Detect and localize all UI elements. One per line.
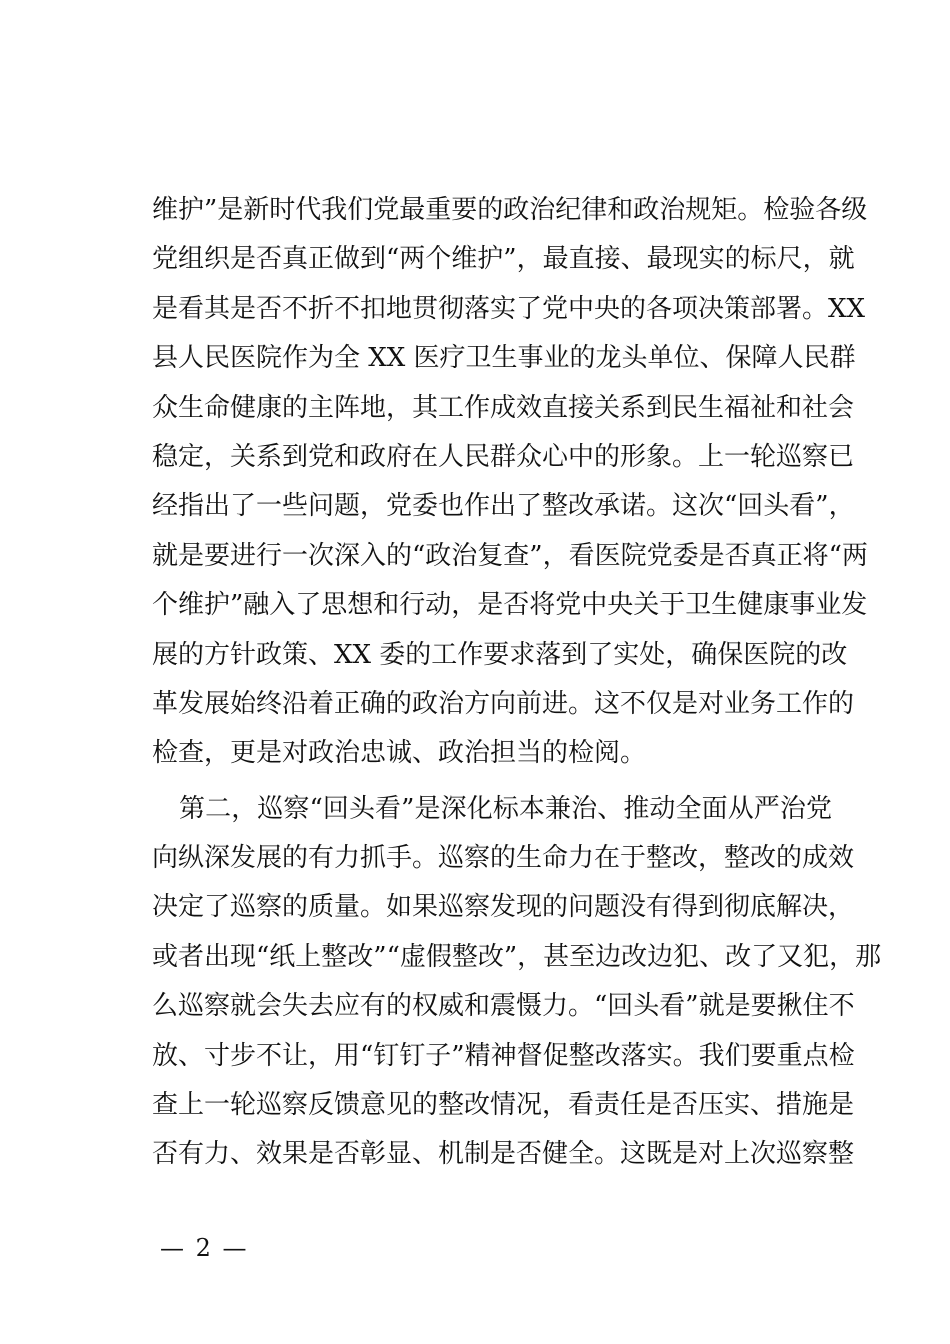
- paragraph-1: [152, 186, 868, 779]
- text-line: 检查，更是对政治忠诚、政治担当的检阅。: [152, 738, 647, 769]
- text-line: 就是要进行一次深入的“政治复查”，看医院党委是否真正将“两: [152, 540, 868, 571]
- text-line: 否有力、效果是否彰显、机制是否健全。这既是对上次巡察整: [152, 1139, 855, 1170]
- text-line: 经指出了一些问题，党委也作出了整改承诺。这次“回头看”，: [152, 491, 855, 522]
- text-line: 维护”是新时代我们党最重要的政治纪律和政治规矩。检验各级: [152, 195, 868, 225]
- text-line: 展的方针政策、XX 委的工作要求落到了实处，确保医院的改: [152, 639, 848, 670]
- text-line: 县人民医院作为全 XX 医疗卫生事业的龙头单位、保障人民群: [152, 343, 856, 374]
- text-line: 或者出现“纸上整改”“虚假整改”，甚至边改边犯、改了又犯，那: [152, 941, 882, 972]
- text-line: 第二，巡察“回头看”是深化标本兼治、推动全面从严治党: [179, 793, 832, 824]
- text-line: 查上一轮巡察反馈意见的整改情况，看责任是否压实、措施是: [152, 1090, 855, 1121]
- text-line: 稳定，关系到党和政府在人民群众心中的形象。上一轮巡察已: [152, 441, 855, 472]
- page-number: — 2 —: [160, 1234, 249, 1262]
- text-line: 众生命健康的主阵地，其工作成效直接关系到民生福祉和社会: [152, 392, 855, 423]
- text-line: 么巡察就会失去应有的权威和震慑力。“回头看”就是要揪住不: [152, 991, 855, 1022]
- paragraph-2: [152, 785, 882, 1180]
- text-line: 个维护”融入了思想和行动，是否将党中央关于卫生健康事业发: [152, 590, 868, 621]
- text-line: 向纵深发展的有力抓手。巡察的生命力在于整改，整改的成效: [152, 843, 855, 874]
- document-body: [152, 186, 882, 1180]
- text-line: 放、寸步不让，用“钉钉子”精神督促整改落实。我们要重点检: [152, 1040, 855, 1071]
- text-line: 革发展始终沿着正确的政治方向前进。这不仅是对业务工作的: [152, 688, 855, 719]
- text-line: 党组织是否真正做到“两个维护”，最直接、最现实的标尺，就: [152, 244, 855, 275]
- text-line: 决定了巡察的质量。如果巡察发现的问题没有得到彻底解决，: [152, 892, 855, 923]
- text-line: 是看其是否不折不扣地贯彻落实了党中央的各项决策部署。XX: [152, 293, 866, 324]
